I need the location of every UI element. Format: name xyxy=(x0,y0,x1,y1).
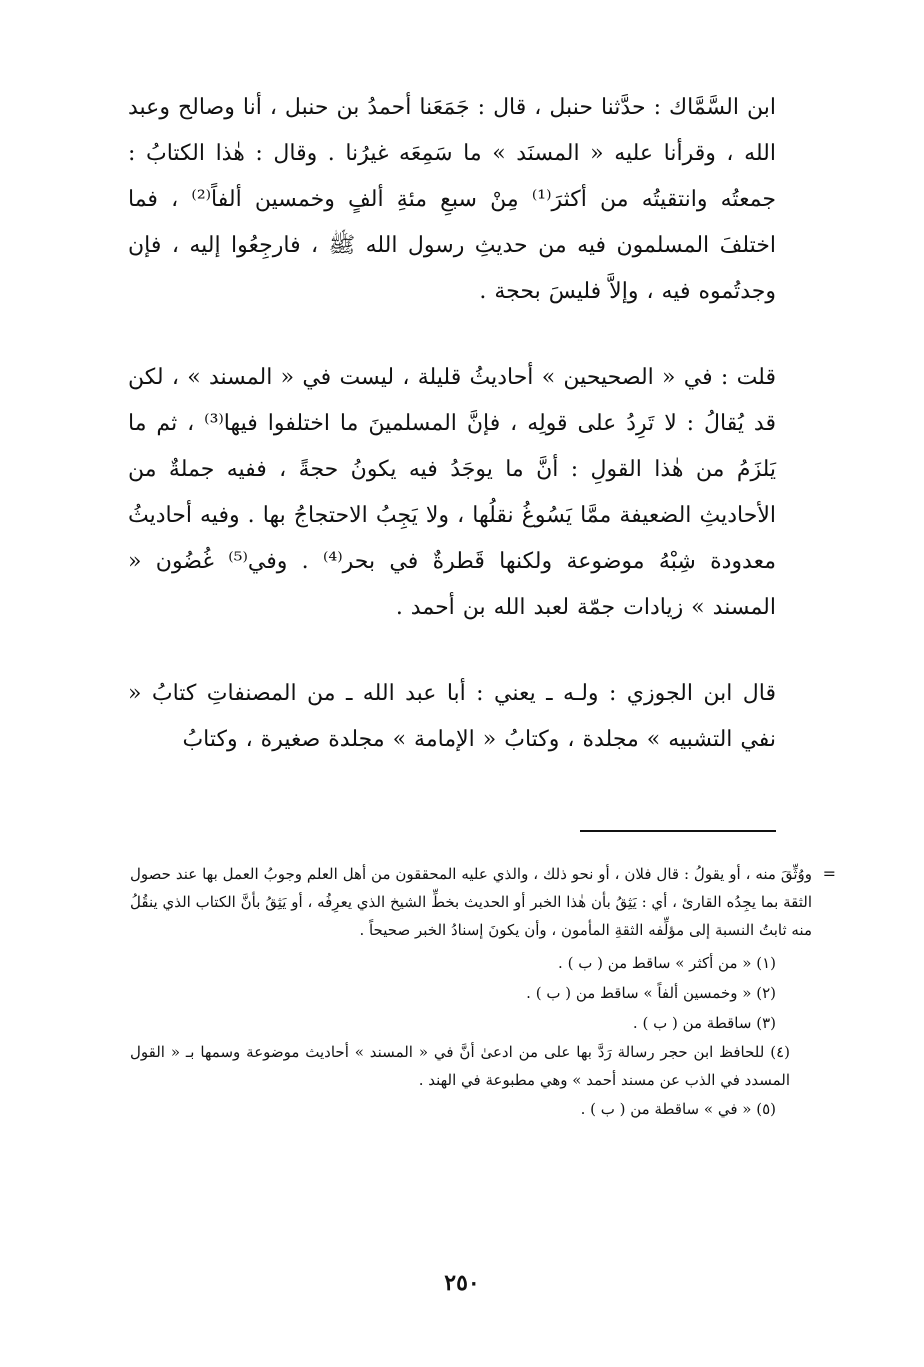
footnote-continued xyxy=(130,860,836,944)
footnote-2: (٢) « وخمسين ألفاً » ساقط من ( ب ) . xyxy=(526,984,776,1002)
main-text xyxy=(128,85,776,763)
footnote-1: (١) « من أكثر » ساقط من ( ب ) . xyxy=(558,954,776,972)
continuation-mark: = xyxy=(822,864,836,883)
footnote-continued-text: ووُثِّقَ منه ، أو يقولُ : قال فلان ، أو نحو ذلك ، والذي عليه المحققون من أهل العلم وجوبُ العمل بها عند حصول الثقة بما يجِدُه القارئ ، أي : يَثِقُ بأن هٰذا الخبر أو الحديث بخطِّ الشيخ الذي يعرِفُه ، أو يَثِقُ بأنَّ الكتاب الذي ينقُلُ منه ثابتُ النسبة إلى مؤلِّفه الثقةِ المأمون ، وأن يكونَ إسنادُ الخبر صحيحاً . xyxy=(130,865,812,939)
paragraph-1: ابن السَّمَّاك : حدَّثنا حنبل ، قال : جَمَعَنا أحمدُ بن حنبل ، أنا وصالح وعبد الله ، وقرأنا عليه « المسنَد » ما سَمِعَه غيرُنا . وقال : هٰذا الكتابُ : جمعتُه وانتقيتُه من أكثرَ⁽¹⁾ مِنْ سبعِ مئةِ ألفٍ وخمسين ألفاً⁽²⁾ ، فما اختلفَ المسلمون فيه من حديثِ رسول الله ﷺ ، فارجِعُوا إليه ، فإن وجدتُموه فيه ، وإلاَّ فليسَ بحجة . xyxy=(128,95,776,304)
footnote-5: (٥) « في » ساقطة من ( ب ) . xyxy=(580,1100,776,1118)
paragraph-2: قلت : في « الصحيحين » أحاديثُ قليلة ، ليست في « المسند » ، لكن قد يُقالُ : لا تَرِدُ على قولِه ، فإنَّ المسلمينَ ما اختلفوا فيها⁽³⁾ ، ثم ما يَلزَمُ من هٰذا القولِ : أنَّ ما يوجَدُ فيه يكونُ حجةً ، ففيه جملةٌ من الأحاديثِ الضعيفة ممَّا يَسُوغُ نقلُها ، ولا يَجِبُ الاحتجاجُ بها . وفيه أحاديثُ معدودة شِبْهُ موضوعة ولكنها قَطرةٌ في بحر⁽⁴⁾ . وفي⁽⁵⁾ غُضُون « المسند » زيادات جمّة لعبد الله بن أحمد . xyxy=(128,365,776,620)
page-number: ٢٥٠ xyxy=(444,1270,480,1296)
footnote-3: (٣) ساقطة من ( ب ) . xyxy=(632,1014,776,1032)
paragraph-3: قال ابن الجوزي : ولـه ـ يعني : أبا عبد الله ـ من المصنفاتِ كتابُ « نفي التشبيه » مجلدة ، وكتابُ « الإمامة » مجلدة صغيرة ، وكتابُ xyxy=(128,681,776,752)
footnote-4: (٤) للحافظ ابن حجر رسالة رَدَّ بها على من ادعىٰ أنَّ في « المسند » أحاديث موضوعة وسمها بـ « القول المسدد في الذب عن مسند أحمد » وهي مطبوعة في الهند . xyxy=(130,1043,790,1089)
footnotes xyxy=(130,860,836,1124)
footnote-separator xyxy=(580,830,776,832)
